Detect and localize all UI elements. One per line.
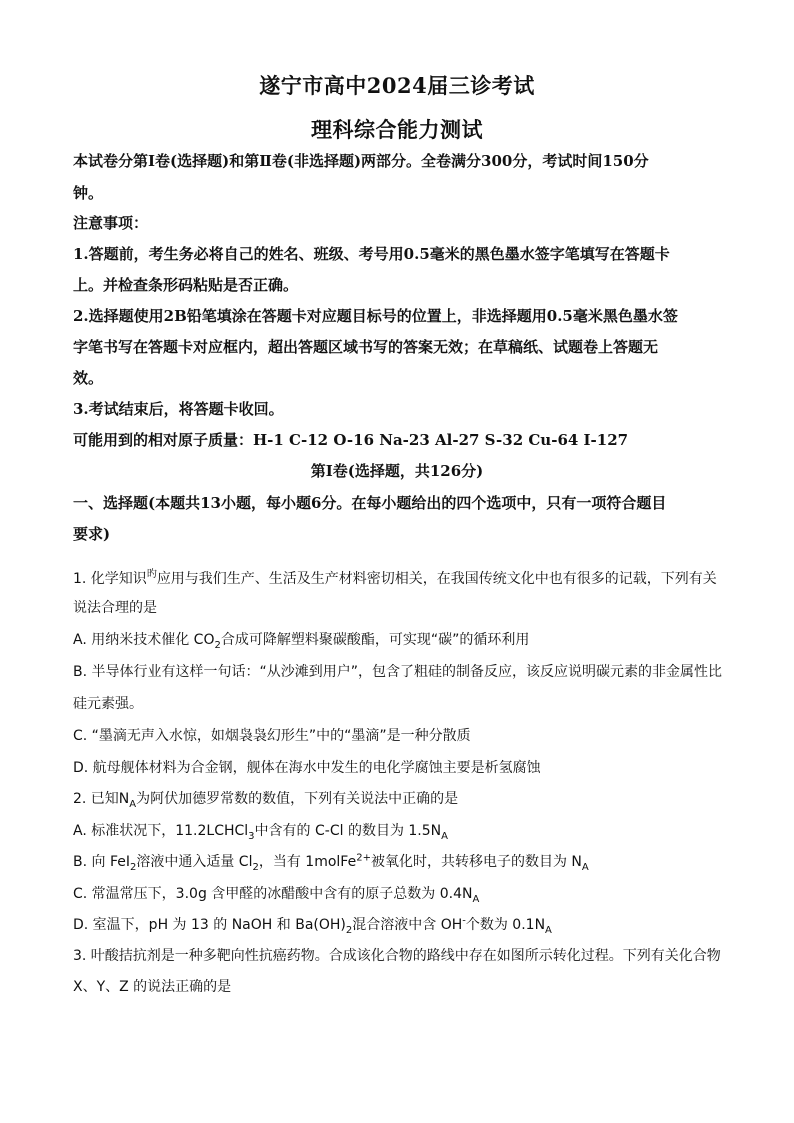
question-2-option-c: C. 常温常压下，3.0g 含甲醛的冰醋酸中含有的原子总数为 $0.4N_A$ (73, 886, 480, 905)
notice-item-2-cont: 效。 (73, 369, 104, 387)
notice-item-2: 2.选择题使用2B铅笔填涂在答题卡对应题目标号的位置上，非选择题用0.5毫米黑色墨水签 (73, 307, 678, 325)
question-1-option-b-cont: 硅元素强。 (73, 696, 143, 712)
question-2-option-b: B. 向 FeI$_2$溶液中通入适量 $Cl_2$，当有 1molFe$^{2+}$被氧化时，共转移电子的数目为 $N_A$ (73, 852, 589, 873)
question-3-stem: 3. 叶酸拮抗剂是一种多靶向性抗癌药物。合成该化合物的路线中存在如图所示转化过程。下列有关化合物 (73, 948, 721, 964)
question-3-stem-cont: X、Y、Z 的说法正确的是 (73, 979, 232, 995)
question-1-option-b: B. 半导体行业有这样一句话：“从沙滩到用户”，包含了粗硅的制备反应，该反应说明碳元素的非金属性比 (73, 664, 723, 680)
notice-heading: 注意事项： (73, 214, 149, 232)
notice-item-1: 1.答题前，考生务必将自己的姓名、班级、考号用0.5毫米的黑色墨水签字笔填写在答题卡 (73, 245, 670, 263)
question-1-stem: 1. 化学知识$^旳$应用与我们生产、生活及生产材料密切相关，在我国传统文化中也有很多的记载，下列有关 (73, 569, 717, 587)
intro-line: 本试卷分第Ⅰ卷(选择题)和第Ⅱ卷(非选择题)两部分。全卷满分300分，考试时间150分 (73, 152, 649, 170)
exam-subtitle: 理科综合能力测试 (311, 117, 483, 142)
question-2-option-d: D. 室温下，pH 为 13 的 NaOH 和 $Ba(OH)_2$混合溶液中含 OH-个数为 $0.1N_A$ (73, 915, 552, 936)
section-instructions: 一、选择题(本题共13小题，每小题6分。在每小题给出的四个选项中，只有一项符合题目 (73, 494, 667, 512)
part-heading: 第Ⅰ卷(选择题，共126分) (310, 462, 484, 480)
question-1-stem-cont: 说法合理的是 (73, 600, 157, 616)
exam-title: 遂宁市高中2024届三诊考试 (259, 73, 535, 98)
question-1-option-d: D. 航母舰体材料为合金钢，舰体在海水中发生的电化学腐蚀主要是析氢腐蚀 (73, 760, 541, 776)
question-1-option-a: A. 用纳米技术催化 $CO_2$合成可降解塑料聚碳酸酯，可实现“碳”的循环利用 (73, 632, 530, 651)
notice-item-2-cont: 字笔书写在答题卡对应框内，超出答题区域书写的答案无效；在草稿纸、试题卷上答题无 (73, 338, 659, 356)
notice-item-3: 3.考试结束后，将答题卡收回。 (73, 400, 284, 418)
notice-item-1-cont: 上。并检查条形码粘贴是否正确。 (73, 276, 299, 294)
section-instructions-cont: 要求) (73, 525, 111, 543)
question-1-option-c: C. “墨滴无声入水惊，如烟袅袅幻形生”中的“墨滴”是一种分散质 (73, 728, 471, 744)
question-2-stem: 2. 已知$N_A$为阿伏加德罗常数的数值，下列有关说法中正确的是 (73, 791, 459, 810)
atomic-masses: 可能用到的相对原子质量：H-1 C-12 O-16 Na-23 Al-27 S-32 Cu-64 I-127 (73, 431, 629, 449)
question-2-option-a: A. 标准状况下，11.2LCHCl$_3$中含有的 C-Cl 的数目为 $1.5N_A$ (73, 823, 448, 842)
intro-line: 钟。 (73, 184, 104, 202)
